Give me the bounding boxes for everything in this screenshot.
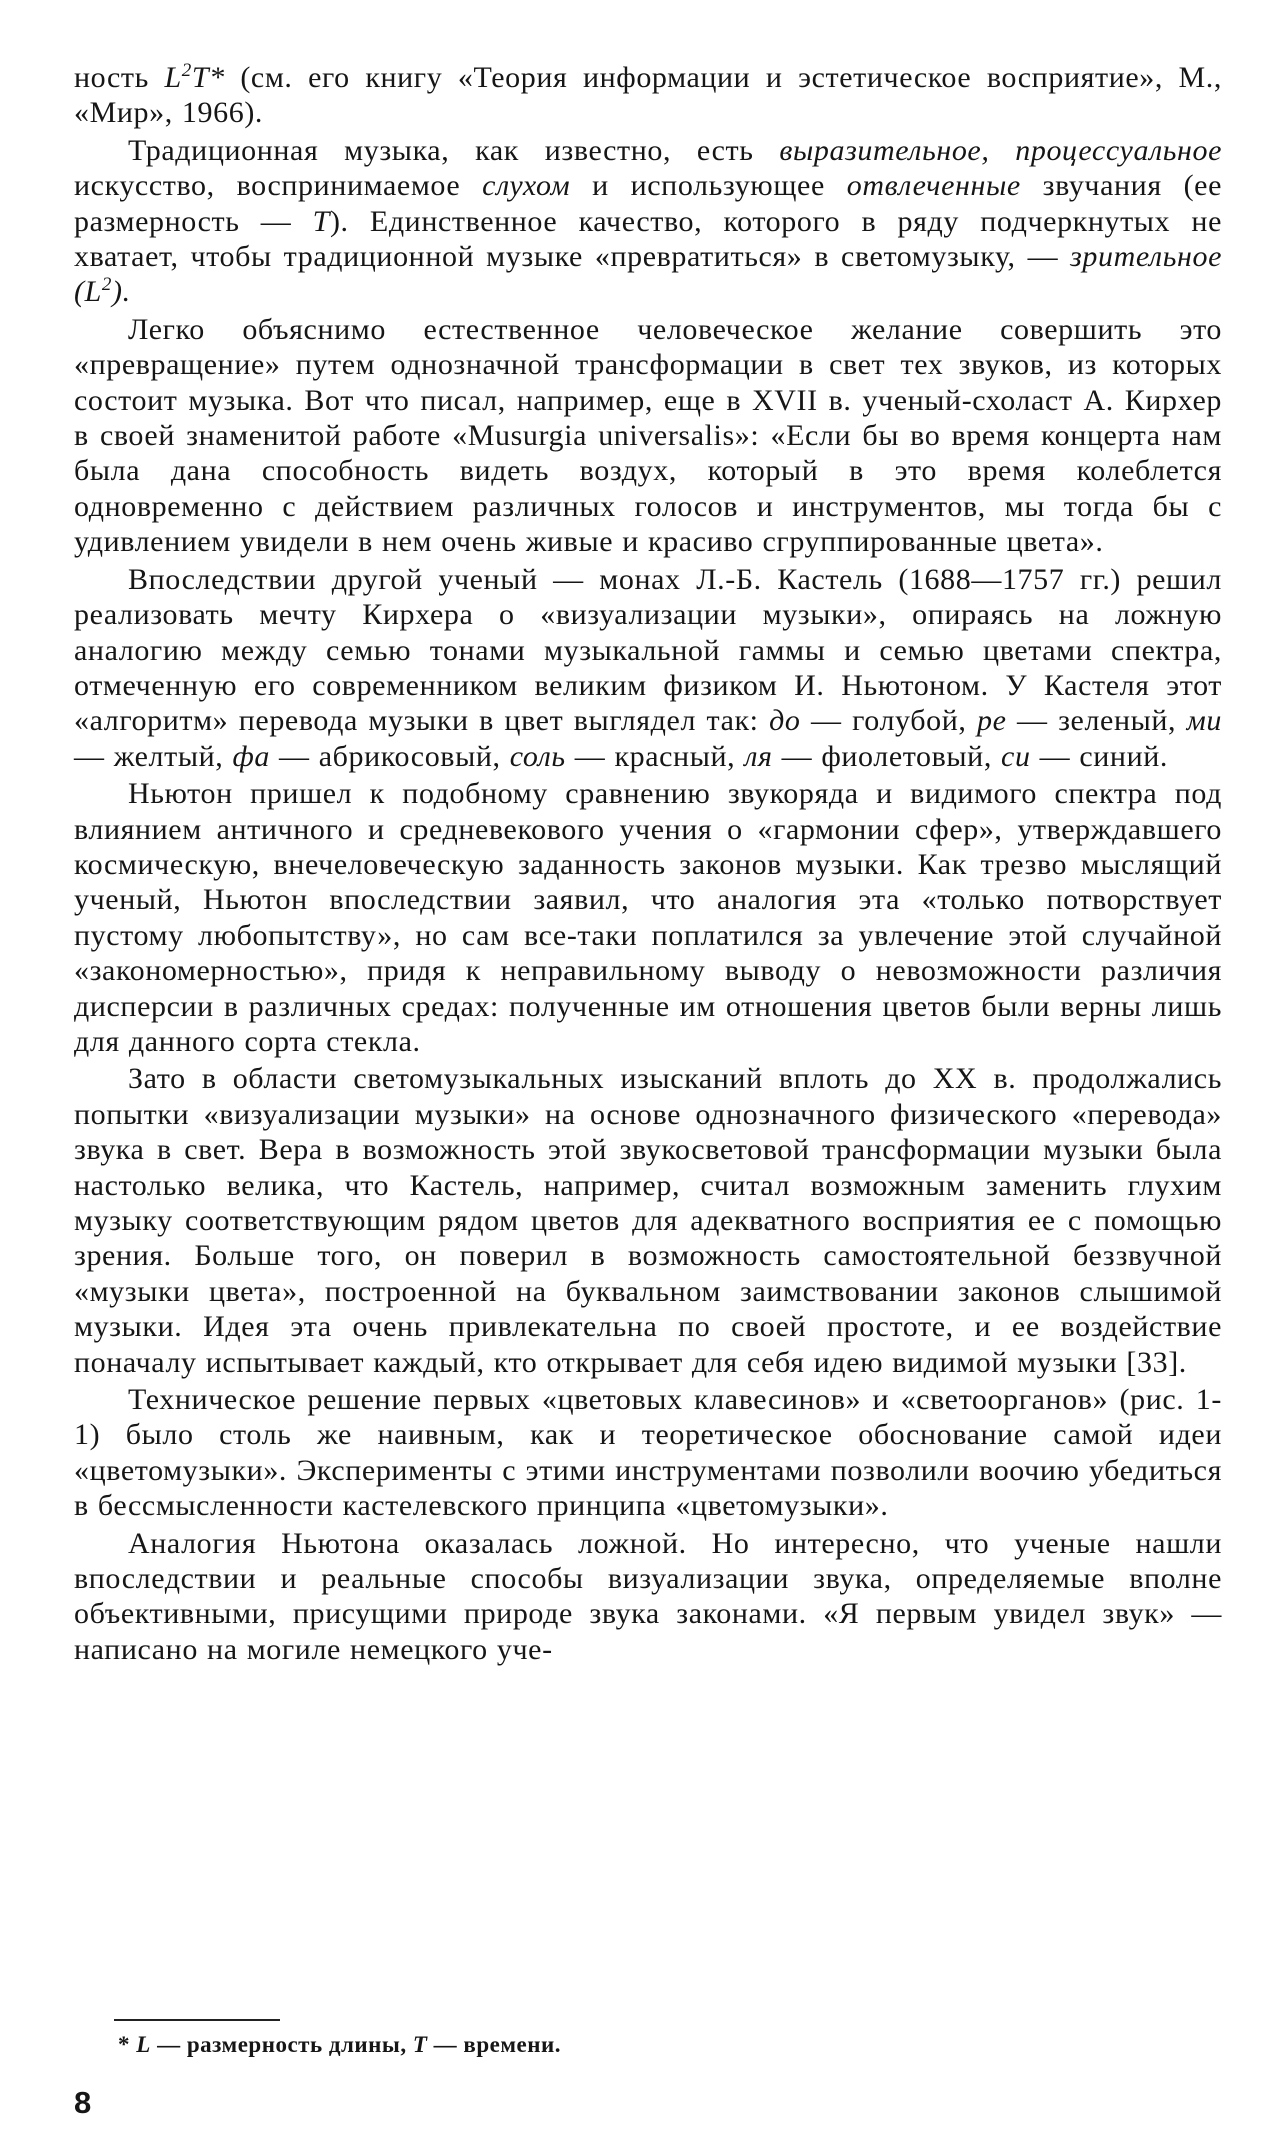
paragraph-continuation — [74, 60, 1222, 131]
note-do: до — [769, 704, 801, 738]
text-run: — зеленый, — [1006, 704, 1187, 738]
text-run: звучания (ее размерность — — [74, 169, 1223, 238]
footnote-symbol: T — [412, 2032, 428, 2057]
text-run: Легко объяснимо естественное человеческое желание совершить это «превращение» путем однозначной трансформации в свет тех звуков, из которых состоит музыка. Вот что писал, например, еще в XVII в. ученый-схоласт А. Кирхер в своей знаменитой работе «Musurgia universalis»: «Если бы во время концерта нам была дана способность видеть воздух, который в это время колеблется одновременно с действием различных голосов и инструментов, мы тогда бы с удивлением увидели в нем очень живые и красиво сгруппированные цвета». — [74, 312, 1222, 559]
text-run: — красный, — [565, 739, 745, 773]
footnote-divider — [114, 2019, 280, 2021]
italic-term: отвлеченные — [846, 169, 1021, 203]
text-run: и использующее — [570, 169, 847, 203]
note-mi: ми — [1186, 704, 1222, 738]
paragraph-traditional-music — [74, 133, 1222, 310]
italic-term: выразительное, процессуальное — [779, 133, 1223, 167]
text-run: (см. его книгу «Теория информации и эстетическое восприятие», М., «Мир», 1966). — [74, 61, 1223, 130]
text-run: Аналогия Ньютона оказалась ложной. Но интересно, что ученые нашли впоследствии и реальные способы визуализации звука, определяемые вполне объективными, присущими природе звука законами. «Я первым увидел звук» — написано на могиле немецкого уче- — [74, 1526, 1222, 1666]
text-run: ). Единственное качество, которого в ряду подчеркнутых не хватает, чтобы традиционной музыке «превратиться» в светомузыку, — — [74, 204, 1222, 274]
note-sol: соль — [509, 739, 566, 773]
text-run: Ньютон пришел к подобному сравнению звукоряда и видимого спектра под влиянием античного и средневекового учения о «гармонии сфер», утверждавшего космическую, внечеловеческую заданность законов музыки. Как трезво мыслящий ученый, Ньютон впоследствии заявил, что аналогия эта «только потворствует пустому любопытству», но сам все-таки поплатился за увлечение этой случайной «закономерностью», придя к неправильному выводу о невозможности различия дисперсии в различных средах: полученные им отношения цветов были верны лишь для данного сорта стекла. — [74, 777, 1222, 1058]
page-number: 8 — [74, 2085, 92, 2120]
formula-l2t: $L^2T*$ — [164, 60, 225, 94]
footnote-symbol: L — [136, 2032, 151, 2057]
text-run: Зато в области светомузыкальных изысканий вплоть до XX в. продолжались попытки «визуализации музыки» на основе однозначного физического «перевода» звука в свет. Вера в возможность этой звукосветовой трансформации музыки была настолько велика, что Кастель, например, считал возможным заменить глухим музыку соответствующим рядом цветов для адекватного восприятия ее с помощью зрения. Больше того, он поверил в возможность самостоятельной беззвучной «музыки цвета», построенной на буквальном заимствовании законов слышимой музыки. Идея эта очень привлекательна по своей простоте, и ее воздействие поначалу испытывает каждый, кто открывает для себя идею видимой музыки [33]. — [74, 1062, 1222, 1379]
note-la: ля — [744, 739, 773, 773]
text-run: Традиционная музыка, как известно, есть — [128, 133, 780, 167]
text-run: — голубой, — [800, 704, 977, 738]
text-run: — синий. — [1030, 739, 1168, 773]
text-run: — фиолетовый, — [772, 739, 1002, 773]
note-si: си — [1001, 739, 1031, 773]
italic-term: слухом — [482, 169, 571, 203]
text-run: Техническое решение первых «цветовых клавесинов» и «светоорганов» (рис. 1-1) было столь же наивным, как и теоретическое обоснование самой идеи «цветомузыки». Эксперименты с этими инструментами позволили воочию убедиться в бессмысленности кастелевского принципа «цветомузыки». — [74, 1383, 1222, 1523]
text-run: — желтый, — [74, 739, 233, 773]
page-body — [74, 60, 1222, 1667]
text-run: искусство, воспринимаемое — [74, 169, 483, 203]
footnote — [118, 2030, 561, 2060]
paragraph-kircher — [74, 312, 1222, 560]
italic-term: T — [312, 204, 330, 238]
footnote-text: — времени. — [427, 2032, 561, 2057]
paragraph-analogy — [74, 1526, 1222, 1668]
paragraph-newton — [74, 776, 1222, 1059]
paragraph-castel — [74, 562, 1222, 774]
text-run: ность — [74, 61, 165, 94]
paragraph-visualization — [74, 1061, 1222, 1380]
note-fa: фа — [232, 739, 270, 773]
italic-term-visual: зрительное $(L^2)$. — [74, 240, 1222, 309]
footnote-text: — размерность длины, — [150, 2032, 413, 2057]
paragraph-instruments — [74, 1382, 1222, 1524]
footnote-marker: * — [118, 2032, 130, 2057]
text-run: — абрикосовый, — [269, 739, 510, 773]
note-re: ре — [976, 704, 1007, 738]
text-run: Впоследствии другой ученый — монах Л.-Б. Кастель (1688—1757 гг.) решил реализовать мечту Кирхера о «визуализации музыки», опираясь на ложную аналогию между семью тонами музыкальной гаммы и семью цветами спектра, отмеченную его современником великим физиком И. Ньютоном. У Кастеля этот «алгоритм» перевода музыки в цвет выглядел так: — [74, 562, 1222, 738]
